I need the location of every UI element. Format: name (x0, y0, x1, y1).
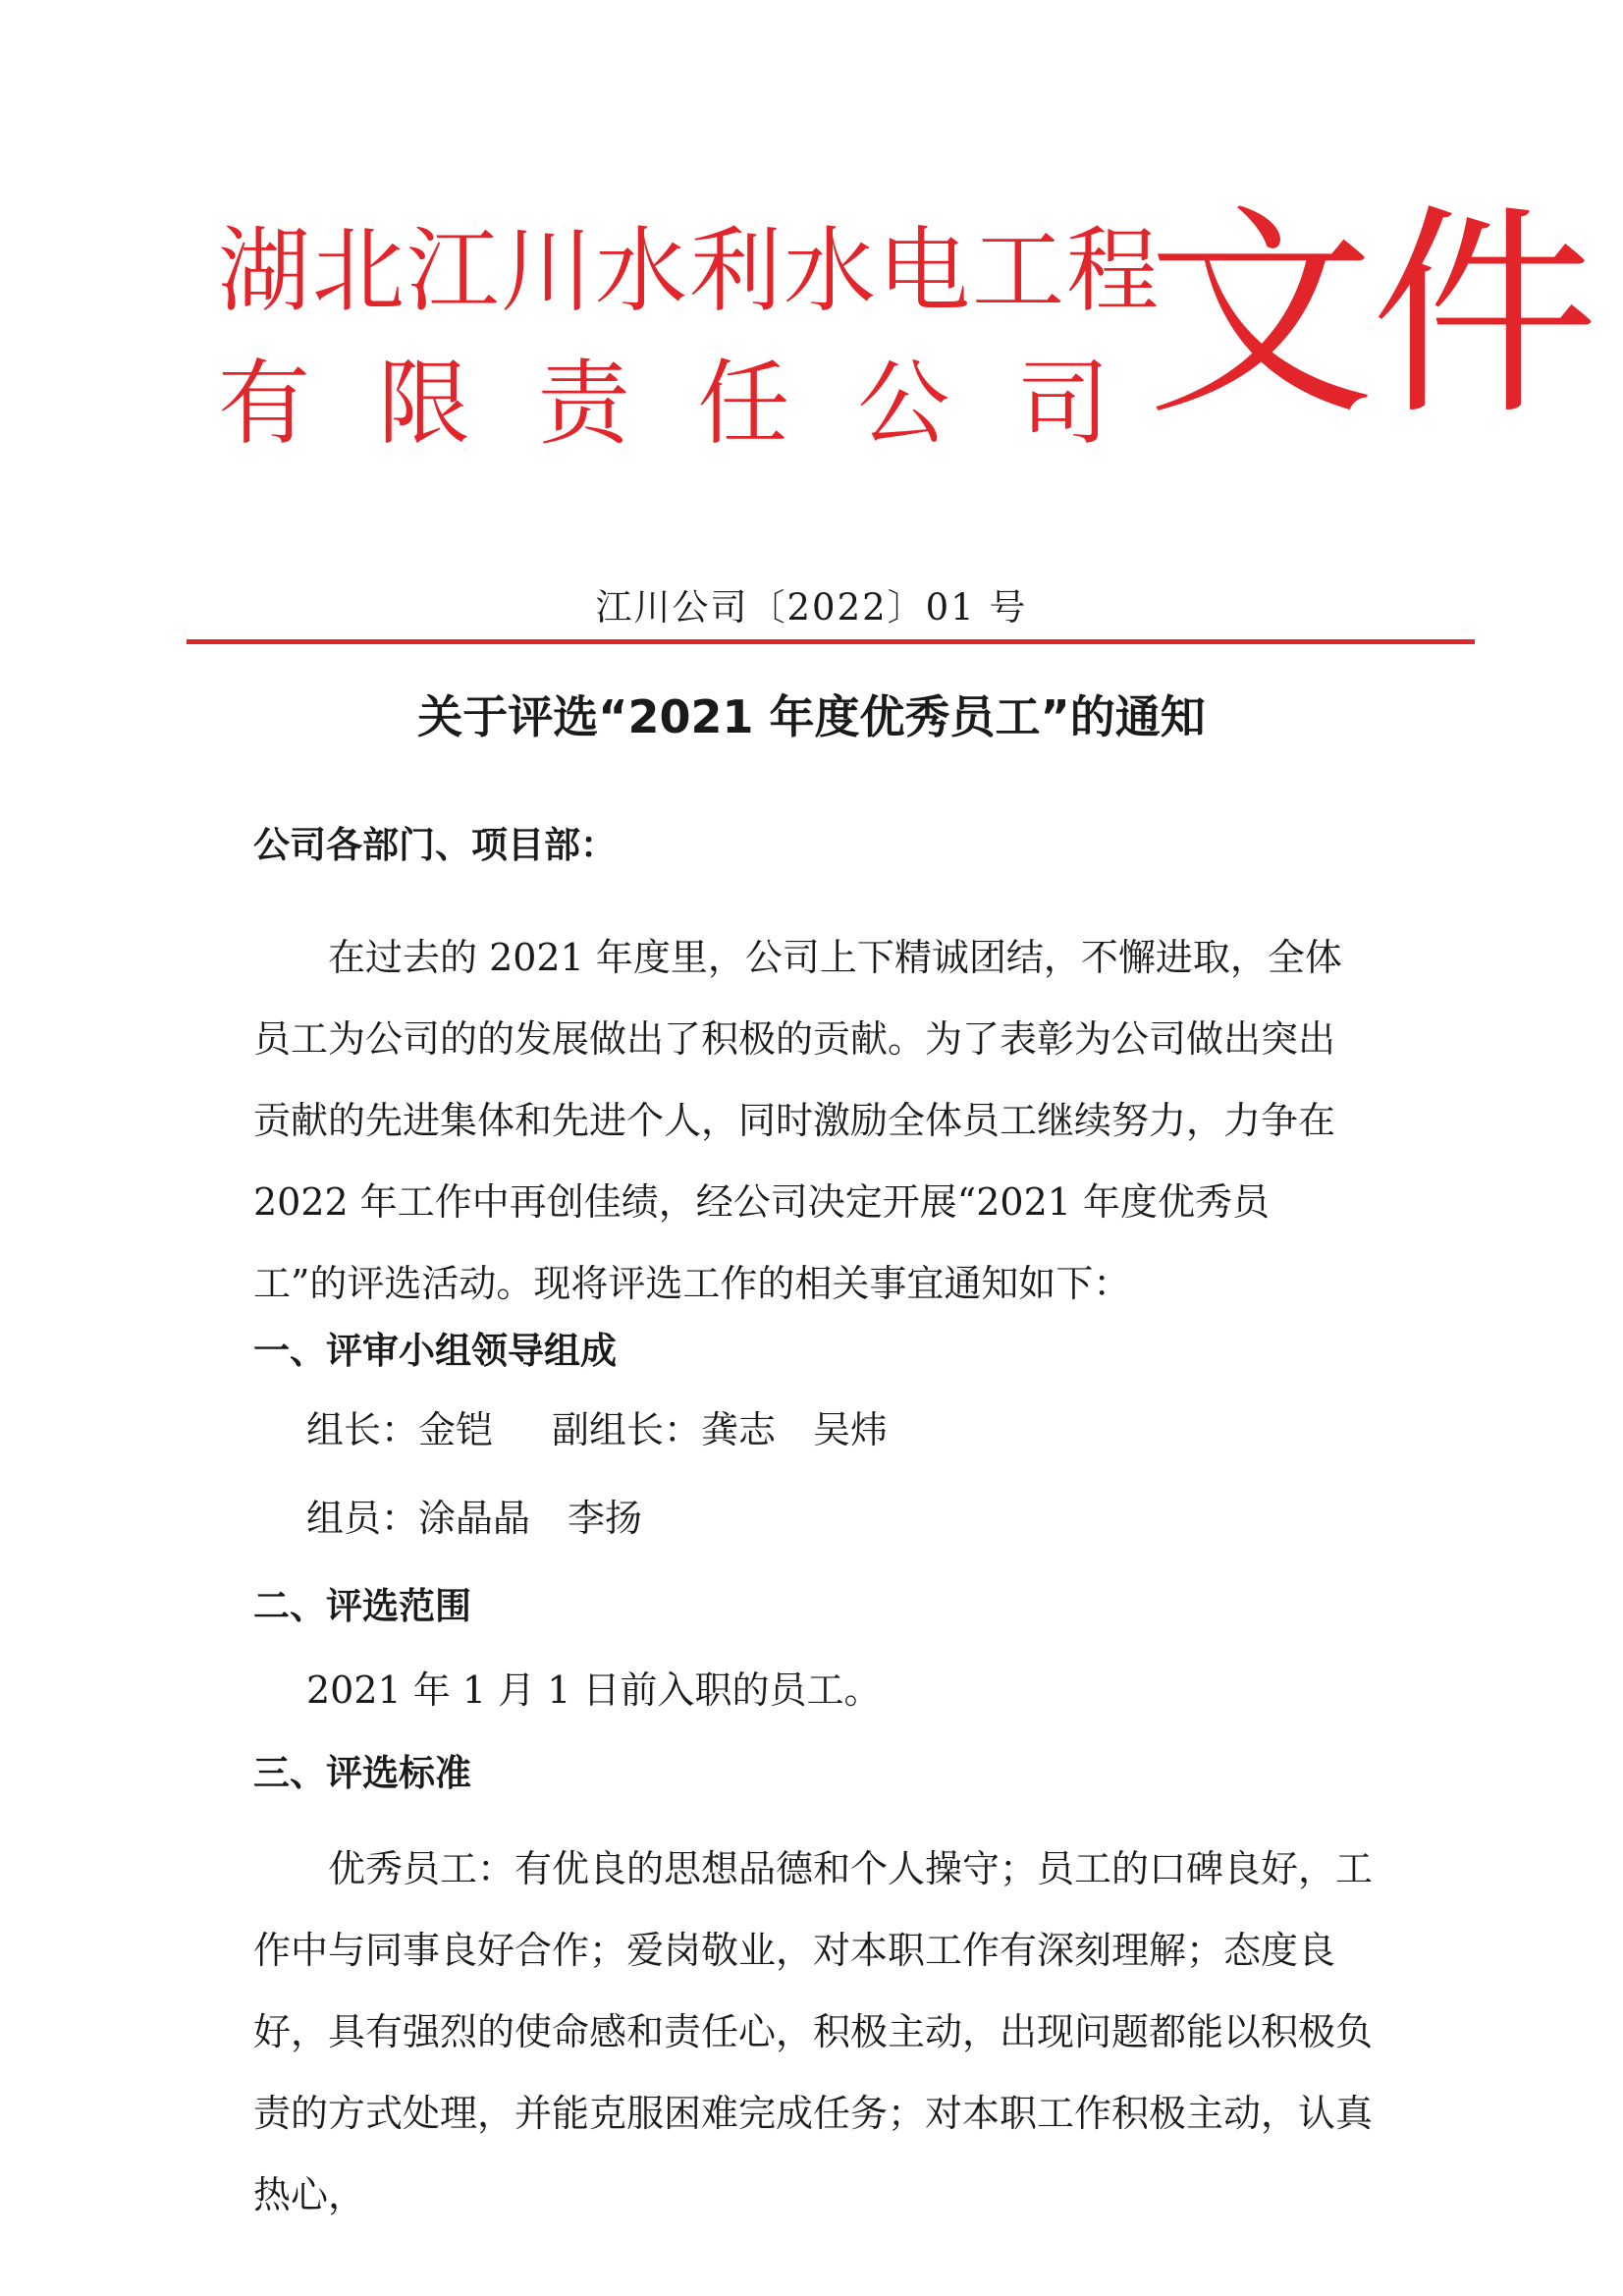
section2-heading: 二、评选范围 (253, 1585, 471, 1627)
deputy-names: 龚志 吴炜 (701, 1408, 889, 1451)
members-label: 组员： (306, 1497, 419, 1540)
section1-heading: 一、评审小组领导组成 (253, 1330, 617, 1372)
letterhead-company-line1: 湖北江川水利水电工程 (218, 218, 1162, 325)
document-number: 江川公司〔2022〕01 号 (595, 586, 1028, 629)
deputy-label: 副组长： (552, 1408, 702, 1451)
letterhead-char: 有 (218, 351, 313, 458)
letterhead-document-word: 文件 (1147, 185, 1596, 446)
scope-text: 2021 年 1 月 1 日前入职的员工。 (306, 1668, 882, 1712)
leader-line (306, 1399, 888, 1453)
section3-heading: 三、评选标准 (253, 1752, 471, 1794)
members-line (306, 1488, 642, 1542)
salutation: 公司各部门、项目部： (253, 824, 617, 866)
document-title: 关于评选“2021 年度优秀员工”的通知 (417, 690, 1206, 743)
letterhead-char: 限 (377, 351, 472, 458)
red-divider (187, 639, 1475, 644)
letterhead-char: 司 (1016, 351, 1111, 458)
letterhead-char: 责 (537, 351, 632, 458)
letterhead-char: 任 (697, 351, 792, 458)
member-names: 涂晶晶 李扬 (418, 1497, 643, 1540)
letterhead-char: 公 (857, 351, 952, 458)
intro-paragraph: 在过去的 2021 年度里，公司上下精诚团结，不懈进取，全体员工为公司的的发展做出了积极的贡献。为了表彰为公司做出突出贡献的先进集体和先进个人，同时激励全体员工继续努力，力争在 2022 年工作中再创佳绩，经公司决定开展“2021 年度优秀员工”的评选活动。现将评选工作的相关事宜通知如下： (253, 936, 1342, 1305)
letterhead-company-line2 (218, 351, 1111, 458)
criteria-paragraph: 优秀员工：有优良的思想品德和个人操守；员工的口碑良好，工作中与同事良好合作；爱岗敬业，对本职工作有深刻理解；态度良好，具有强烈的使命感和责任心，积极主动，出现问题都能以积极负责的方式处理，并能克服困难完成任务；对本职工作积极主动，认真热心， (253, 1847, 1374, 2216)
leader-name: 金铠 (418, 1408, 494, 1451)
leader-label: 组长： (306, 1408, 419, 1451)
